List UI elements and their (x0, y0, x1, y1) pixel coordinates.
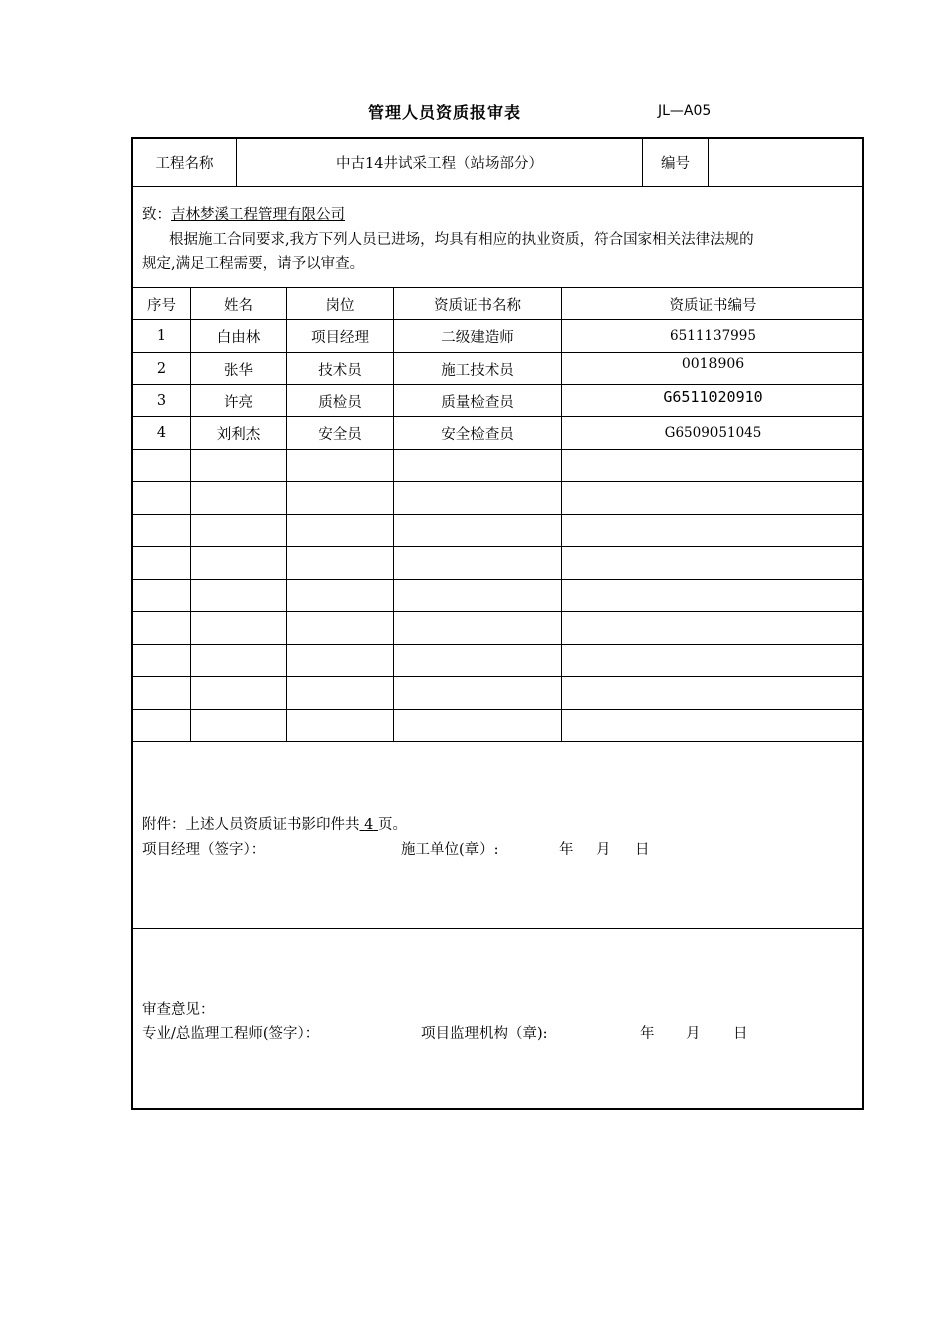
table-row (133, 676, 862, 677)
cell-name: 许亮 (224, 394, 253, 411)
attachment-prefix: 附件：上述人员资质证书影印件共 (142, 817, 360, 833)
form-frame (131, 137, 864, 1110)
review-date-year: 年 (640, 1026, 655, 1042)
addressee (142, 203, 345, 224)
cell-cert-name: 施工技术员 (441, 362, 514, 379)
cell-index: 1 (156, 328, 167, 344)
cell-cert-number: 6511137995 (670, 328, 756, 344)
cell-index: 2 (156, 361, 167, 377)
cell-name: 白由林 (216, 329, 261, 346)
divider (133, 449, 862, 450)
letter-body-line2: 规定,满足工程需要，请予以审查。 (142, 256, 365, 272)
cell-cert-number: 0018906 (681, 356, 745, 372)
attachment-pages (360, 817, 378, 833)
form-number: JL—A05 (658, 103, 712, 119)
date-month: 月 (596, 842, 611, 858)
table-row (133, 611, 862, 612)
table-row (133, 644, 862, 645)
addressee-label: 致： (142, 207, 171, 223)
divider (133, 186, 862, 187)
cell-position: 项目经理 (311, 329, 369, 346)
engineer-signature-label: 专业/总监理工程师(签字）： (142, 1026, 320, 1042)
date-day: 日 (635, 842, 650, 858)
cell-name: 刘利杰 (216, 426, 261, 443)
col-header-name: 姓名 (224, 297, 253, 314)
cell-index: 3 (156, 393, 167, 409)
cell-cert-name: 质量检查员 (441, 394, 514, 411)
review-date-day: 日 (733, 1026, 748, 1042)
table-row (133, 709, 862, 710)
table-row (133, 481, 862, 482)
divider (133, 928, 862, 929)
supervision-seal-label: 项目监理机构（章): (421, 1026, 548, 1042)
table-row (133, 741, 862, 742)
date-year: 年 (559, 842, 574, 858)
col-header-cert-name: 资质证书名称 (434, 297, 521, 314)
attachment-page-count: 4 (364, 817, 374, 833)
attachment-note (142, 813, 407, 834)
form-title: 管理人员资质报审表 (368, 103, 522, 122)
table-row (133, 514, 862, 515)
project-name-value: 中古14井试采工程（站场部分） (336, 156, 543, 172)
review-date-month: 月 (686, 1026, 701, 1042)
cell-position: 安全员 (318, 426, 362, 443)
cell-cert-name: 二级建造师 (441, 329, 514, 346)
cell-cert-number: G6511020910 (663, 388, 763, 406)
review-opinion-label: 审查意见： (142, 1002, 215, 1018)
table-row (133, 546, 862, 547)
cell-cert-number: G6509051045 (664, 425, 762, 441)
project-number-label: 编号 (661, 156, 690, 172)
col-header-position: 岗位 (325, 297, 355, 314)
project-name-label: 工程名称 (155, 156, 214, 172)
cell-position: 技术员 (318, 362, 362, 379)
cell-cert-name: 安全检查员 (441, 426, 514, 443)
manager-signature-label: 项目经理（签字）： (142, 842, 266, 858)
col-header-cert-number: 资质证书编号 (669, 297, 757, 314)
addressee-value: 吉林梦溪工程管理有限公司 (171, 207, 345, 223)
contractor-seal-label: 施工单位(章）: (401, 842, 499, 858)
cell-index: 4 (156, 425, 167, 441)
letter-body-line1: 根据施工合同要求,我方下列人员已进场，均具有相应的执业资质，符合国家相关法律法规的 (169, 232, 754, 248)
cell-position: 质检员 (318, 394, 362, 411)
attachment-suffix: 页。 (377, 817, 407, 833)
table-row (133, 579, 862, 580)
project-number-value (709, 139, 864, 186)
col-header-index: 序号 (147, 297, 176, 314)
cell-name: 张华 (224, 362, 253, 379)
